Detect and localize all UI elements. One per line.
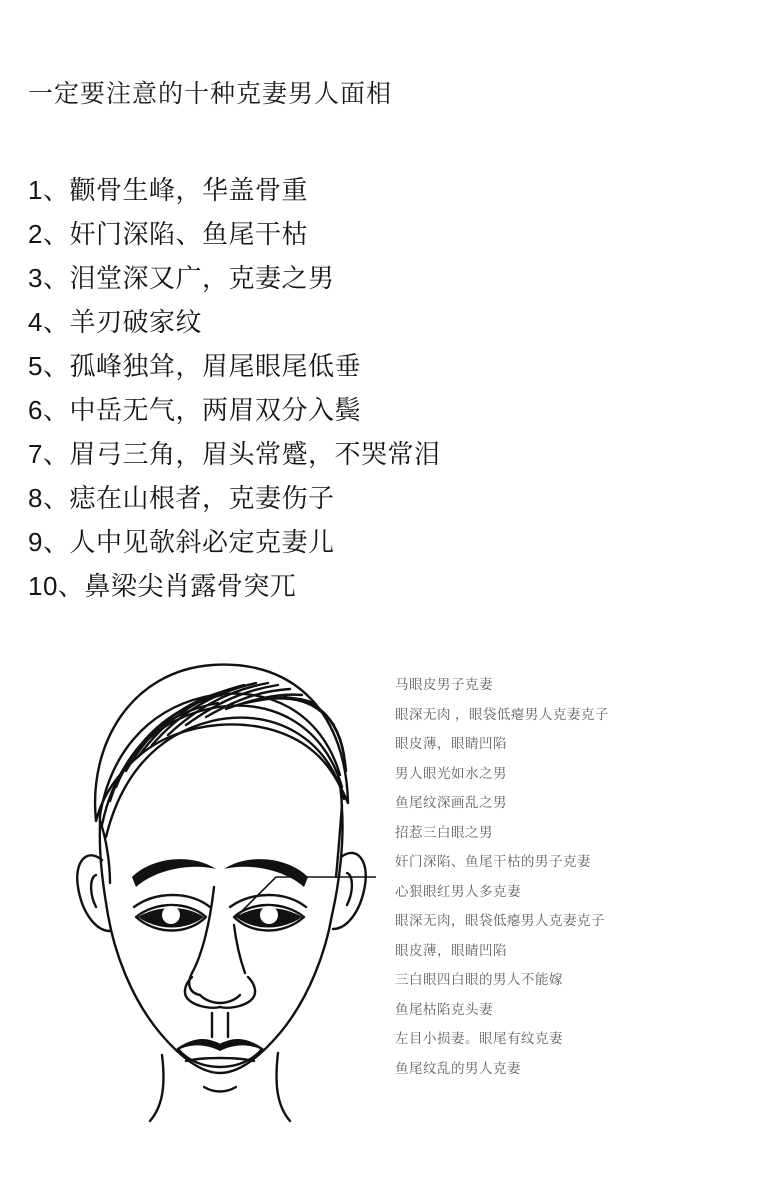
annotation-line: 鱼尾纹乱的男人克妻: [395, 1060, 521, 1076]
face-illustration: [40, 625, 400, 1125]
face-line-drawing: [40, 625, 400, 1125]
annotation-line: 眼深无肉，眼袋低瘪男人克妻克子: [395, 913, 605, 928]
annotation-line: 左目小损妻。眼尾有纹克妻: [395, 1031, 563, 1046]
annotation-line: 奸门深陷、鱼尾干枯的男子克妻: [395, 854, 591, 869]
list-item: 10、鼻梁尖肖露骨突兀: [28, 571, 297, 601]
list-item: 5、孤峰独耸，眉尾眼尾低垂: [28, 351, 361, 381]
annotation-list: [395, 670, 745, 1083]
list-item: 9、人中见欹斜必定克妻儿: [28, 527, 335, 557]
list-item: 1、颧骨生峰，华盖骨重: [28, 175, 308, 205]
list-item: 6、中岳无气，两眉双分入鬓: [28, 395, 361, 425]
annotation-line: 马眼皮男子克妻: [395, 677, 493, 692]
annotation-line: 眼深无肉 ，眼袋低瘪男人克妻克子: [395, 706, 609, 722]
page-title: 一定要注意的十种克妻男人面相: [28, 80, 393, 108]
annotation-line: 鱼尾枯陷克头妻: [395, 1001, 493, 1017]
annotation-line: 鱼尾纹深画乱之男: [395, 795, 507, 810]
annotation-line: 心狠眼红男人多克妻: [395, 883, 521, 899]
list-item: 2、奸门深陷、鱼尾干枯: [28, 219, 308, 249]
annotation-line: 眼皮薄，眼睛凹陷: [395, 736, 507, 751]
face-diagram-figure: [0, 625, 760, 1185]
annotation-line: 男人眼光如水之男: [395, 765, 507, 781]
list-item: 4、羊刃破家纹: [28, 307, 202, 337]
annotation-line: 招惹三白眼之男: [395, 824, 493, 840]
list-item: 8、痣在山根者，克妻伤子: [28, 483, 335, 513]
list-item: 3、泪堂深又广，克妻之男: [28, 263, 335, 293]
annotation-line: 三白眼四白眼的男人不能嫁: [395, 972, 563, 987]
annotation-line: 眼皮薄，眼睛凹陷: [395, 942, 507, 958]
list-item: 7、眉弓三角，眉头常蹙，不哭常泪: [28, 439, 441, 469]
numbered-list: [28, 168, 728, 608]
